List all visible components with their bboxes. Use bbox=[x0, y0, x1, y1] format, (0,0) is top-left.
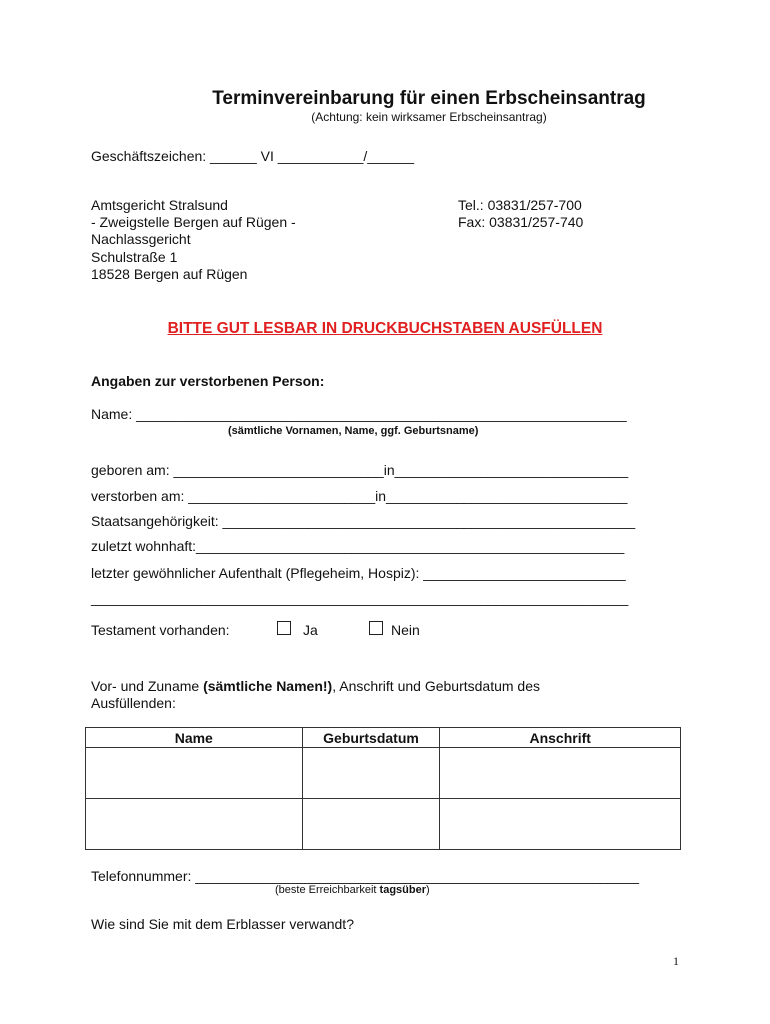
deceased-name-hint: (sämtliche Vornamen, Name, ggf. Geburtsname) bbox=[228, 425, 479, 437]
phone-field[interactable]: Telefonnummer: _________________________________________________________ bbox=[91, 868, 640, 884]
table-header-row bbox=[86, 728, 681, 748]
testament-yes-label: Ja bbox=[303, 622, 318, 638]
name-cell[interactable] bbox=[86, 748, 303, 799]
death-date-place-field[interactable]: verstorben am: ________________________in_______________________________ bbox=[91, 488, 628, 504]
testament-no-label: Nein bbox=[391, 622, 420, 638]
birthdate-cell[interactable] bbox=[302, 748, 440, 799]
reference-number-field[interactable]: Geschäftszeichen: ______ VI ___________/______ bbox=[91, 148, 415, 164]
court-address-line: Schulstraße 1 bbox=[91, 248, 178, 265]
testament-yes-checkbox[interactable] bbox=[277, 621, 291, 635]
court-address bbox=[91, 197, 296, 283]
column-header-address: Anschrift bbox=[440, 728, 681, 748]
nationality-field[interactable]: Staatsangehörigkeit: _____________________________________________________ bbox=[91, 513, 636, 529]
applicant-intro-text: , Anschrift und Geburtsdatum des bbox=[332, 678, 540, 694]
page-subtitle: (Achtung: kein wirksamer Erbscheinsantrag) bbox=[311, 110, 547, 124]
deceased-name-field[interactable]: Name: _______________________________________________________________ bbox=[91, 406, 627, 422]
address-cell[interactable] bbox=[440, 799, 681, 850]
court-contact bbox=[458, 197, 583, 231]
court-address-line: Amtsgericht Stralsund bbox=[91, 197, 228, 213]
column-header-name: Name bbox=[86, 728, 303, 748]
column-header-birthdate: Geburtsdatum bbox=[302, 728, 440, 748]
court-address-line: Nachlassgericht bbox=[91, 231, 191, 248]
habitual-residence-continuation[interactable]: _____________________________________________________________________ bbox=[91, 590, 629, 606]
fill-in-notice: BITTE GUT LESBAR IN DRUCKBUCHSTABEN AUSFÜLLEN bbox=[167, 320, 603, 337]
court-fax: Fax: 03831/257-740 bbox=[458, 214, 584, 231]
birthdate-cell[interactable] bbox=[302, 799, 440, 850]
table-row bbox=[86, 748, 681, 799]
table-row bbox=[86, 799, 681, 850]
page-number: 1 bbox=[673, 954, 679, 968]
phone-hint-text: (beste Erreichbarkeit bbox=[275, 884, 380, 896]
testament-no-checkbox[interactable] bbox=[369, 621, 383, 635]
applicant-table bbox=[85, 727, 681, 850]
court-address-line: - Zweigstelle Bergen auf Rügen - bbox=[91, 214, 296, 231]
court-phone: Tel.: 03831/257-700 bbox=[458, 197, 582, 213]
page-title: Terminvereinbarung für einen Erbscheinsantrag bbox=[212, 88, 646, 109]
applicant-intro-line: Ausfüllenden: bbox=[91, 695, 176, 711]
phone-hint-emphasis: tagsüber bbox=[379, 884, 427, 896]
last-residence-field[interactable]: zuletzt wohnhaft:_______________________________________________________ bbox=[91, 538, 625, 554]
habitual-residence-field[interactable]: letzter gewöhnlicher Aufenthalt (Pflegeheim, Hospiz): __________________________ bbox=[91, 565, 626, 581]
phone-hint-text: ) bbox=[426, 884, 430, 896]
name-cell[interactable] bbox=[86, 799, 303, 850]
applicant-intro-text: Vor- und Zuname bbox=[91, 678, 204, 694]
deceased-heading: Angaben zur verstorbenen Person: bbox=[91, 373, 325, 389]
applicant-intro-emphasis: (sämtliche Namen!) bbox=[203, 678, 333, 694]
relation-question: Wie sind Sie mit dem Erblasser verwandt? bbox=[91, 916, 354, 932]
phone-hint bbox=[275, 884, 430, 896]
court-address-line: 18528 Bergen auf Rügen bbox=[91, 265, 248, 282]
testament-label: Testament vorhanden: bbox=[91, 622, 230, 638]
applicant-intro-line bbox=[91, 678, 540, 695]
birth-date-place-field[interactable]: geboren am: ___________________________in______________________________ bbox=[91, 462, 629, 478]
address-cell[interactable] bbox=[440, 748, 681, 799]
applicant-intro bbox=[91, 678, 540, 712]
